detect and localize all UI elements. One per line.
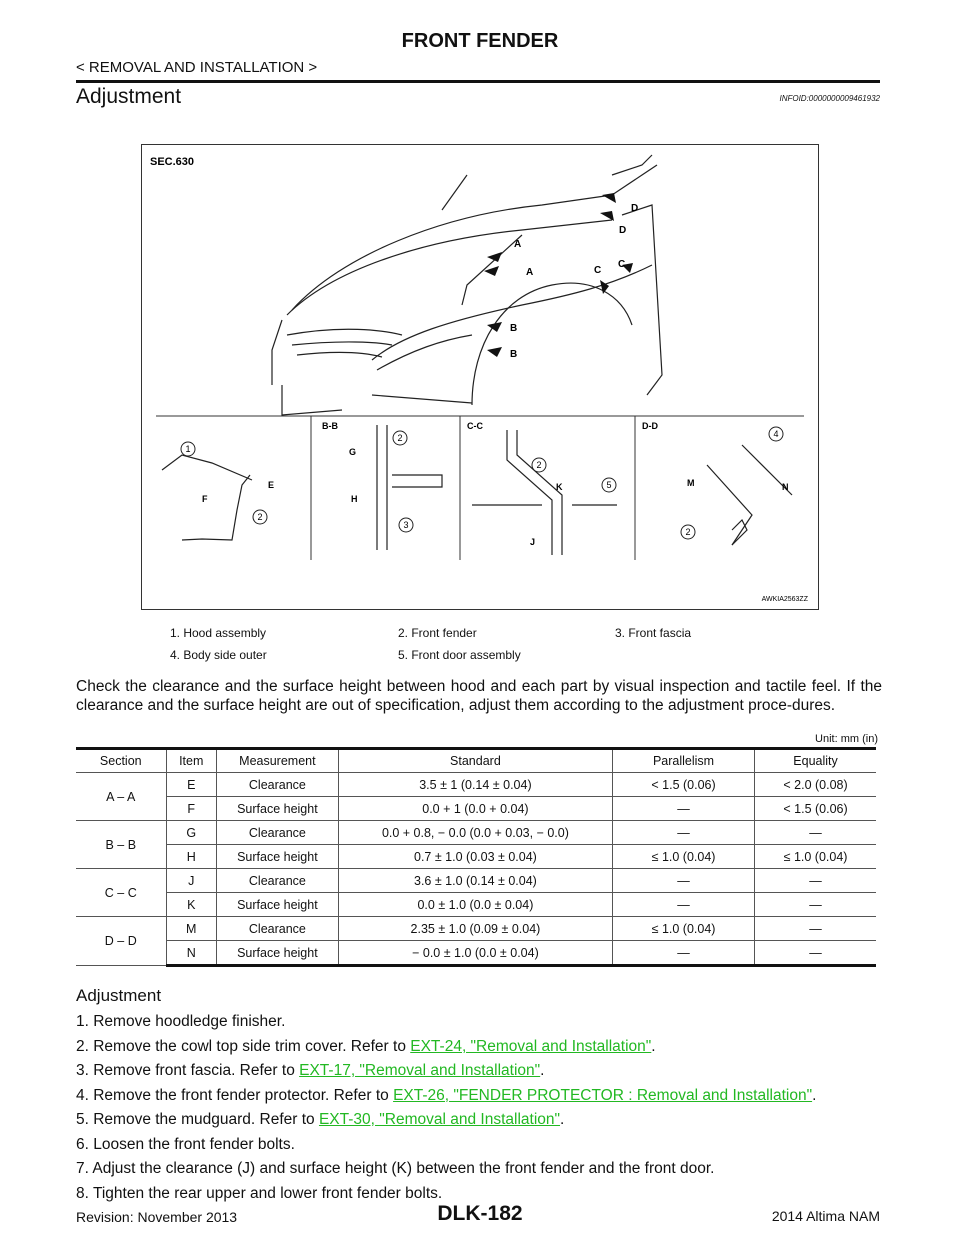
callout-number: 2	[257, 512, 263, 522]
standard-cell: − 0.0 ± 1.0 (0.0 ± 0.04)	[338, 941, 612, 966]
dimension-letter: J	[530, 537, 536, 547]
standard-cell: 3.6 ± 1.0 (0.14 ± 0.04)	[338, 869, 612, 893]
measurement-cell: Surface height	[216, 797, 338, 821]
parallelism-cell: —	[612, 893, 754, 917]
standard-cell: 0.0 + 1 (0.0 + 0.04)	[338, 797, 612, 821]
standard-cell: 0.7 ± 1.0 (0.03 ± 0.04)	[338, 845, 612, 869]
legend-item: 1. Hood assembly	[170, 626, 267, 640]
column-header: Standard	[338, 749, 612, 773]
callout-number: 1	[185, 444, 191, 454]
table-row	[76, 821, 876, 845]
section-title: B-B	[322, 421, 338, 431]
parallelism-cell: ≤ 1.0 (0.04)	[612, 917, 754, 941]
dimension-letter: E	[268, 480, 275, 490]
table-header-row	[76, 749, 876, 773]
step-text: 5. Remove the mudguard. Refer to	[76, 1111, 319, 1128]
reference-link[interactable]: EXT-30, "Removal and Installation"	[318, 1111, 561, 1128]
item-cell: E	[166, 773, 216, 797]
dimension-letter: H	[351, 494, 358, 504]
measurement-cell: Clearance	[216, 869, 338, 893]
sec-label: SEC.630	[150, 156, 195, 168]
table-row	[76, 869, 876, 893]
dimension-letter: N	[782, 482, 789, 492]
detail-sections	[162, 425, 792, 555]
dimension-letter: K	[556, 482, 563, 492]
intro-paragraph	[76, 677, 882, 715]
arrow-label: B	[510, 349, 518, 360]
section-title: D-D	[642, 421, 658, 431]
section-heading: Adjustment	[76, 85, 182, 108]
equality-cell: —	[755, 869, 876, 893]
figure-legend	[170, 626, 810, 670]
arrow-label: D	[619, 225, 627, 236]
standard-cell: 3.5 ± 1 (0.14 ± 0.04)	[338, 773, 612, 797]
legend-item: 5. Front door assembly	[398, 648, 521, 662]
equality-cell: —	[755, 821, 876, 845]
step-suffix: .	[540, 1062, 545, 1079]
reference-link[interactable]: EXT-24, "Removal and Installation"	[410, 1037, 652, 1055]
section-cell: D – D	[76, 917, 166, 966]
step-item	[76, 1136, 816, 1161]
detail-panel-frame	[156, 416, 804, 560]
measurement-cell: Surface height	[216, 941, 338, 966]
section-titles	[322, 421, 658, 431]
measurement-cell: Clearance	[216, 917, 338, 941]
arrow-label: C	[618, 259, 626, 270]
step-suffix: .	[812, 1086, 817, 1104]
parallelism-cell: ≤ 1.0 (0.04)	[612, 845, 754, 869]
step-suffix: .	[560, 1111, 565, 1128]
adjustment-heading: Adjustment	[76, 986, 162, 1005]
page-title: FRONT FENDER	[401, 30, 559, 52]
equality-cell: —	[755, 893, 876, 917]
step-text: 8. Tighten the rear upper and lower front fender bolts.	[76, 1184, 443, 1202]
unit-note: Unit: mm (in)	[815, 733, 878, 745]
arrow-label: C	[594, 265, 602, 276]
column-header: Item	[166, 749, 216, 773]
spec-table	[76, 747, 876, 967]
item-cell: K	[166, 893, 216, 917]
arrow-label: D	[631, 203, 639, 214]
step-item	[76, 1111, 816, 1136]
header-rule	[76, 80, 880, 83]
item-cell: H	[166, 845, 216, 869]
standard-cell: 0.0 + 0.8, − 0.0 (0.0 + 0.03, − 0.0)	[338, 821, 612, 845]
dimension-letter: M	[687, 478, 695, 488]
column-header: Measurement	[216, 749, 338, 773]
table-row	[76, 941, 876, 966]
step-item	[76, 1087, 816, 1112]
parallelism-cell: —	[612, 941, 754, 966]
parallelism-cell: < 1.5 (0.06)	[612, 773, 754, 797]
item-cell: J	[166, 869, 216, 893]
table-row	[76, 917, 876, 941]
arrow-label: B	[510, 323, 518, 334]
item-cell: F	[166, 797, 216, 821]
callout-number: 2	[685, 527, 691, 537]
view-arrows	[484, 193, 633, 357]
legend-item: 2. Front fender	[398, 626, 477, 640]
step-item	[76, 1062, 816, 1087]
reference-link[interactable]: EXT-17, "Removal and Installation"	[299, 1062, 541, 1079]
callout-number: 4	[773, 429, 779, 439]
legend-item: 3. Front fascia	[615, 626, 692, 640]
measurement-cell: Surface height	[216, 845, 338, 869]
footer-model: 2014 Altima NAM	[771, 1208, 880, 1224]
item-cell: N	[166, 941, 216, 966]
dimension-letters	[202, 447, 789, 547]
table-row	[76, 773, 876, 797]
step-item	[76, 1038, 816, 1063]
adjustment-steps	[76, 1013, 816, 1209]
breadcrumb: < REMOVAL AND INSTALLATION >	[76, 59, 318, 76]
reference-link[interactable]: EXT-26, "FENDER PROTECTOR : Removal and Installation"	[393, 1086, 813, 1104]
legend-item: 4. Body side outer	[170, 648, 267, 662]
parallelism-cell: —	[612, 821, 754, 845]
parallelism-cell: —	[612, 797, 754, 821]
callout-number: 2	[536, 460, 542, 470]
equality-cell: ≤ 1.0 (0.04)	[755, 845, 876, 869]
table-row	[76, 797, 876, 821]
figure-drawing	[142, 145, 818, 609]
view-arrow-labels	[510, 203, 638, 360]
parallelism-cell: —	[612, 869, 754, 893]
item-cell: G	[166, 821, 216, 845]
standard-cell: 0.0 ± 1.0 (0.0 ± 0.04)	[338, 893, 612, 917]
legend-row	[170, 648, 810, 670]
dimension-letter: F	[202, 494, 208, 504]
column-header: Section	[76, 749, 166, 773]
callout-number: 5	[606, 480, 612, 490]
measurement-cell: Clearance	[216, 773, 338, 797]
step-item	[76, 1160, 816, 1185]
step-text: 3. Remove front fascia. Refer to	[76, 1062, 300, 1079]
step-text: 7. Adjust the clearance (J) and surface height (K) between the front fender and the front door.	[76, 1160, 715, 1177]
equality-cell: < 2.0 (0.08)	[755, 773, 876, 797]
step-item	[76, 1013, 816, 1038]
step-text: 6. Loosen the front fender bolts.	[76, 1135, 295, 1153]
info-id: INFOID:0000000009461932	[779, 94, 880, 103]
footer-page-number: DLK-182	[437, 1202, 523, 1225]
item-cell: M	[166, 917, 216, 941]
callout-number: 3	[403, 520, 409, 530]
table-row	[76, 845, 876, 869]
standard-cell: 2.35 ± 1.0 (0.09 ± 0.04)	[338, 917, 612, 941]
equality-cell: < 1.5 (0.06)	[755, 797, 876, 821]
step-text: 2. Remove the cowl top side trim cover. Refer to	[76, 1037, 411, 1055]
measurement-cell: Surface height	[216, 893, 338, 917]
equality-cell: —	[755, 941, 876, 966]
measurement-cell: Clearance	[216, 821, 338, 845]
equality-cell: —	[755, 917, 876, 941]
table-row	[76, 893, 876, 917]
intro-text: Check the clearance and the surface height between hood and each part by visual inspection and tactile feel. If the clearance and the surface height are out of specification, adjust them according to the adjustment proce-dures.	[76, 678, 882, 714]
section-title: C-C	[467, 421, 483, 431]
legend-row	[170, 626, 810, 648]
column-header: Parallelism	[612, 749, 754, 773]
step-text: 1. Remove hoodledge finisher.	[76, 1013, 286, 1030]
step-text: 4. Remove the front fender protector. Refer to	[76, 1086, 394, 1104]
arrow-label: A	[526, 267, 534, 278]
callout-number: 2	[397, 433, 403, 443]
fender-adjustment-figure	[141, 144, 819, 610]
arrow-label: A	[514, 239, 522, 250]
image-code: AWKIA2563ZZ	[761, 596, 808, 603]
dimension-letter: G	[349, 447, 357, 457]
footer-revision: Revision: November 2013	[76, 1209, 238, 1225]
section-cell: A – A	[76, 773, 166, 821]
section-cell: C – C	[76, 869, 166, 917]
column-header: Equality	[755, 749, 876, 773]
section-cell: B – B	[76, 821, 166, 869]
step-suffix: .	[651, 1037, 656, 1055]
